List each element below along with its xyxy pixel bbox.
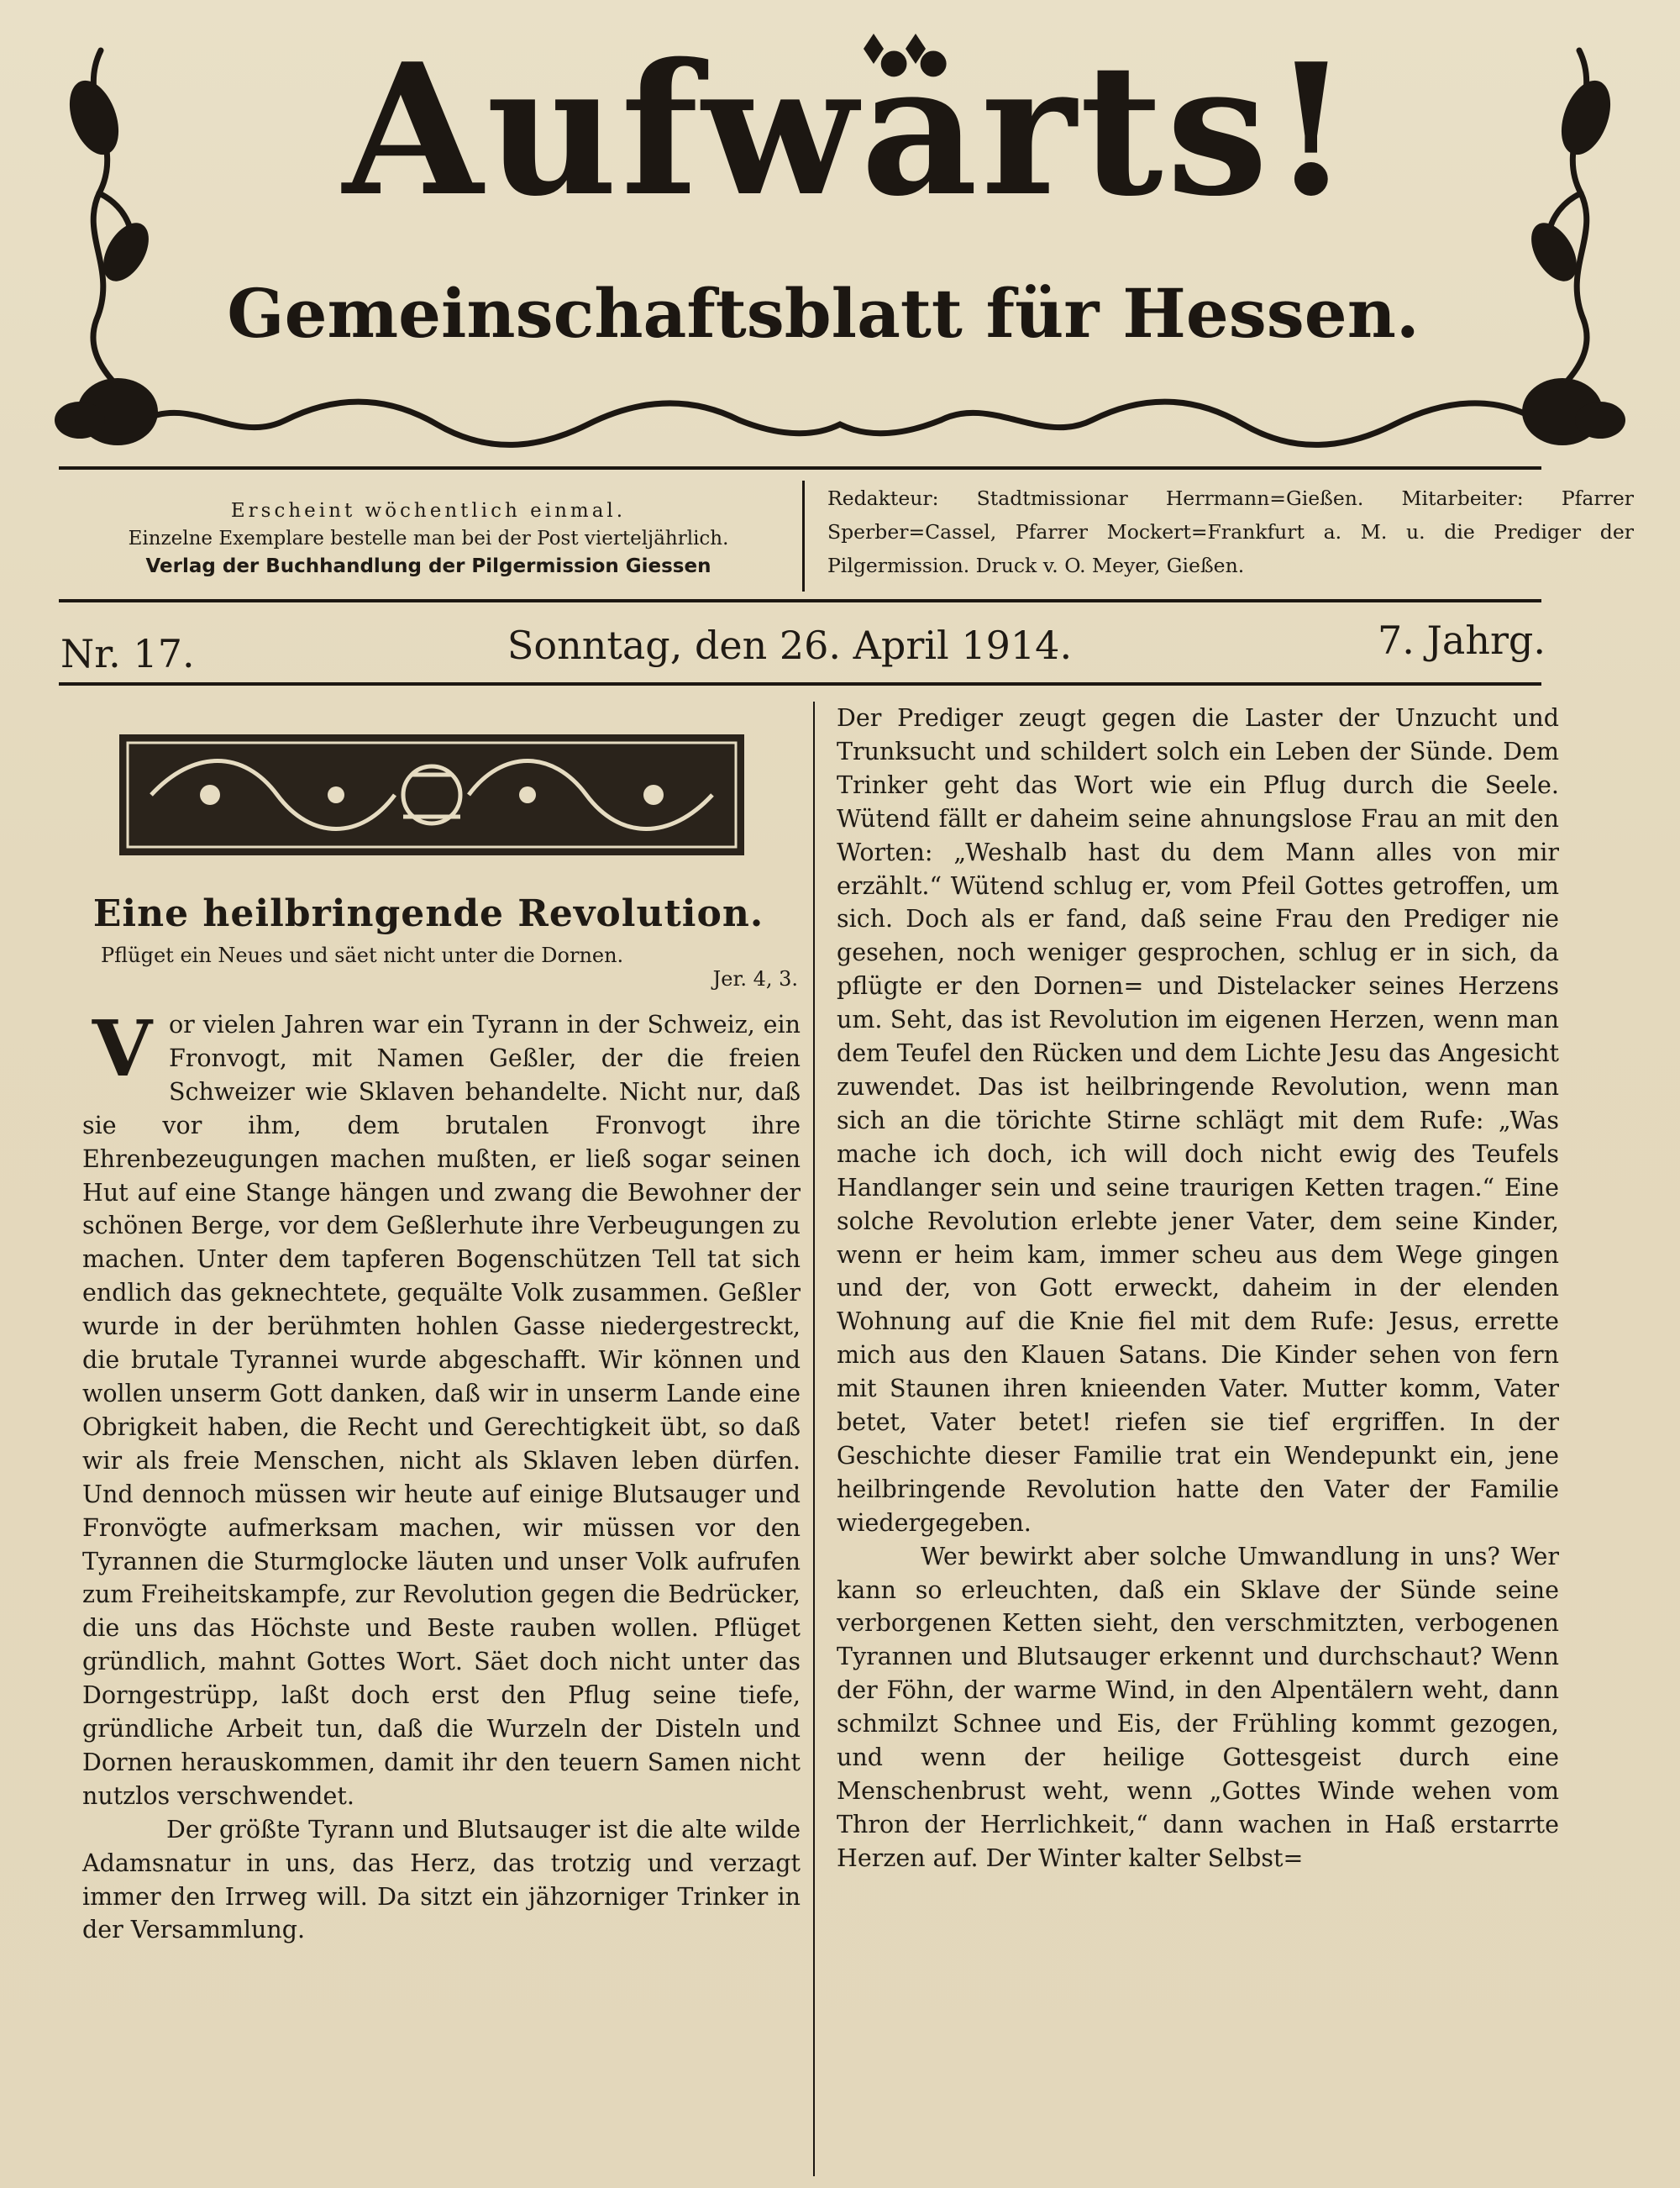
article-paragraph: or vielen Jahren war ein Tyrann in der Schweiz, ein Fronvogt, mit Namen Geßler, der die freien Schweizer wie Sklaven behandelte. Nicht nur, daß sie vor ihm, dem brutalen Fronvogt ihre Ehrenbezeugungen machen mußten, er ließ sogar seinen Hut auf eine Stange hängen und zwang die Bewohner der schönen Berge, vor dem Geßlerhute ihre Verbeugungen zu machen. Unter dem tapferen Bogenschützen Tell tat sich endlich das geknechtete, gequälte Volk zusammen. Geßler wurde in der berühmten hohlen Gasse niedergestreckt, die brutale Tyrannei wurde abgeschafft. Wir können und wollen unserm Gott danken, daß wir in unserm Lande eine Obrigkeit haben, die Recht und Gerechtigkeit übt, so daß wir als freie Menschen, nicht als Sklaven leben dürfen. Und dennoch müssen wir heute auf einige Blutsauger und Fronvögte aufmerksam machen, wir müssen vor den Tyrannen die Sturmglocke läuten und unser Volk aufrufen zum Freiheitskampfe, zur Revolution gegen die Bedrücker, die uns das Höchste und Beste rauben wollen. Pflüget gründlich, mahnt Gottes Wort. Säet doch nicht unter das Dorngestrüpp, laßt doch erst den Pflug seine tiefe, gründliche Arbeit tun, daß die Wurzeln der Disteln und Dornen herauskommen, damit ihr den teuern Samen nicht nutzlos verschwendet. (82, 1011, 801, 1810)
publisher-note: Verlag der Buchhandlung der Pilgermission Giessen (145, 555, 711, 577)
rule-info-divider (802, 481, 805, 592)
issue-date: Sonntag, den 26. April 1914. (507, 623, 1073, 668)
article-column-right (837, 702, 1559, 2180)
frequency-note: Erscheint wöchentlich einmal. (230, 500, 627, 522)
issue-number: Nr. 17. (60, 631, 195, 676)
article-title: Eine heilbringende Revolution. (92, 892, 764, 935)
masthead-subtitle: Gemeinschaftsblatt für Hessen. (227, 274, 1420, 353)
article-paragraph: Der Prediger zeugt gegen die Laster der Unzucht und Trunksucht und schildert solch ein Leben der Sünde. Dem Trinker geht das Wort wie ein Pflug durch die Seele. Wütend fällt er daheim seine ahnungslose Frau an mit den Worten: „Weshalb hast du dem Mann alles von mir erzählt.“ Wütend schlug er, vom Pfeil Gottes getroffen, um sich. Doch als er fand, daß seine Frau den Prediger nie gesehen, noch weniger gesprochen, schlug er in sich, da pflügte er den Dornen= und Distelacker seines Herzens um. Seht, das ist Revolution im eigenen Herzen, wenn man dem Teufel den Rücken und dem Lichte Jesu das Angesicht zuwendet. Das ist heilbringende Revolution, wenn man sich an die törichte Stirne schlägt mit dem Rufe: „Was mache ich doch, ich will doch nicht ewig des Teufels Handlanger sein und seine traurigen Ketten tragen.“ Eine solche Revolution erlebte jener Vater, dem seine Kinder, wenn er heim kam, immer scheu aus dem Wege gingen und der, von Gott erweckt, daheim in der elenden Wohnung auf die Knie fiel mit dem Rufe: Jesus, errette mich aus den Klauen Satans. Die Kinder sehen von fern mit Staunen ihren knieenden Vater. Mutter komm, Vater betet, Vater betet! riefen sie tief ergriffen. In der Geschichte dieser Familie trat ein Wendepunkt ein, jene heilbringende Revolution hatte den Vater der Familie wiedergegeben. (837, 704, 1559, 1537)
epigraph-reference: Jer. 4, 3. (712, 967, 798, 991)
epigraph: Pflüget ein Neues und säet nicht unter die Dornen. (101, 944, 624, 967)
rule-top (59, 466, 1541, 470)
publication-info (59, 497, 798, 607)
masthead-title: Aufwärts! (342, 24, 1354, 236)
drop-cap: V (92, 1003, 153, 1094)
subscription-note: Einzelne Exemplare bestelle man bei der Post vierteljährlich. (128, 528, 729, 550)
article-column-left (82, 1003, 801, 2176)
rule-date-bottom (59, 682, 1541, 686)
article-paragraph: Der größte Tyrann und Blutsauger ist die alte wilde Adamsnatur in uns, das Herz, das trotzig und verzagt immer den Irrweg will. Da sitzt ein jähzorniger Trinker in der Versammlung. (82, 1815, 801, 1944)
column-divider (813, 702, 815, 2176)
editor-info: Redakteur: Stadtmissionar Herrmann=Gießen. Mitarbeiter: Pfarrer Sperber=Cassel, Pfarrer Mockert=Frankfurt a. M. u. die Prediger der Pilgermission. Druck v. O. Meyer, Gießen. (827, 487, 1634, 577)
article-paragraph: Wer bewirkt aber solche Umwandlung in uns? Wer kann so erleuchten, daß ein Sklave der Sünde seine verborgenen Ketten sieht, den verschmitzten, verbogenen Tyrannen und Blutsauger erkennt und durchschaut? Wenn der Föhn, der warme Wind, in den Alpentälern weht, dann schmilzt Schnee und Eis, der Frühling kommt gezogen, und wenn der heilige Gottesgeist durch eine Menschenbrust weht, wenn „Gottes Winde wehen vom Thron der Herrlichkeit,“ dann wachen in Haß erstarrte Herzen auf. Der Winter kalter Selbst= (837, 1542, 1559, 1872)
decorative-vignette (118, 733, 746, 857)
issue-year: 7. Jahrg. (1377, 618, 1546, 663)
